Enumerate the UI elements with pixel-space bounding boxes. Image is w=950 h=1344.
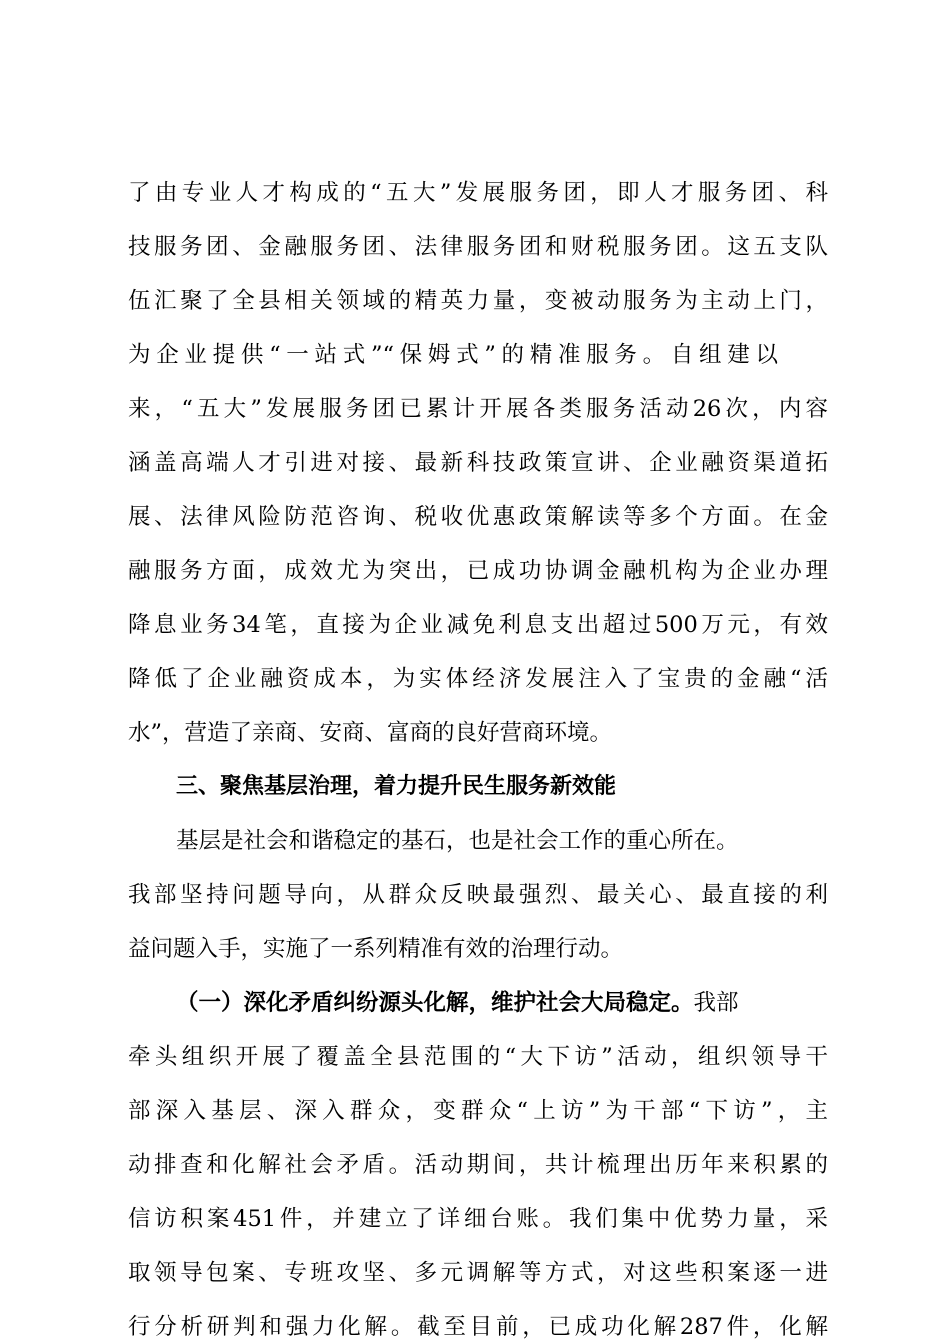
text-line: 展、法律风险防范咨询、税收优惠政策解读等多个方面。在金 (128, 504, 828, 530)
text-line: 信访积案451件，并建立了详细台账。我们集中优势力量，采 (128, 1206, 828, 1232)
text-line: 牵头组织开展了覆盖全县范围的“大下访”活动，组织领导干 (128, 1044, 828, 1070)
subsection-line (176, 983, 828, 1023)
text-line: 我部坚持问题导向，从群众反映最强烈、最关心、最直接的利 (128, 882, 828, 908)
text-line: 水”，营造了亲商、安商、富商的良好营商环境。 (128, 720, 613, 746)
text-line: 涵盖高端人才引进对接、最新科技政策宣讲、企业融资渠道拓 (128, 450, 828, 476)
text-line: 基层是社会和谐稳定的基石，也是社会工作的重心所在。 (176, 828, 739, 854)
text-line: 行分析研判和强力化解。截至目前，已成功化解287件，化解 (128, 1314, 828, 1340)
subsection-heading: （一）深化矛盾纠纷源头化解，维护社会大局稳定。 (176, 990, 694, 1016)
text-line: 动排查和化解社会矛盾。活动期间，共计梳理出历年来积累的 (128, 1152, 828, 1178)
text-line: 降息业务34笔，直接为企业减免利息支出超过500万元，有效 (128, 612, 828, 638)
text-line: 降低了企业融资成本，为实体经济发展注入了宝贵的金融“活 (128, 666, 828, 692)
text-line: 融服务方面，成效尤为突出，已成功协调金融机构为企业办理 (128, 558, 828, 584)
section-heading: 三、聚焦基层治理，着力提升民生服务新效能 (176, 774, 617, 799)
text-line: 技服务团、金融服务团、法律服务团和财税服务团。这五支队 (128, 234, 828, 260)
text-line: 益问题入手，实施了一系列精准有效的治理行动。 (128, 936, 624, 962)
text-line: 为企业提供“一站式”“保姆式”的精准服务。自组建以 (128, 342, 778, 368)
text-line: 部深入基层、深入群众，变群众“上访”为干部“下访”，主 (128, 1098, 828, 1124)
text-line: 取领导包案、专班攻坚、多元调解等方式，对这些积案逐一进 (128, 1260, 828, 1286)
text-line: 伍汇聚了全县相关领域的精英力量，变被动服务为主动上门， (128, 288, 828, 314)
text-line: 来，“五大”发展服务团已累计开展各类服务活动26次，内容 (128, 396, 828, 422)
text-line: 了由专业人才构成的“五大”发展服务团，即人才服务团、科 (128, 180, 828, 206)
subsection-text: 我部 (693, 990, 739, 1016)
